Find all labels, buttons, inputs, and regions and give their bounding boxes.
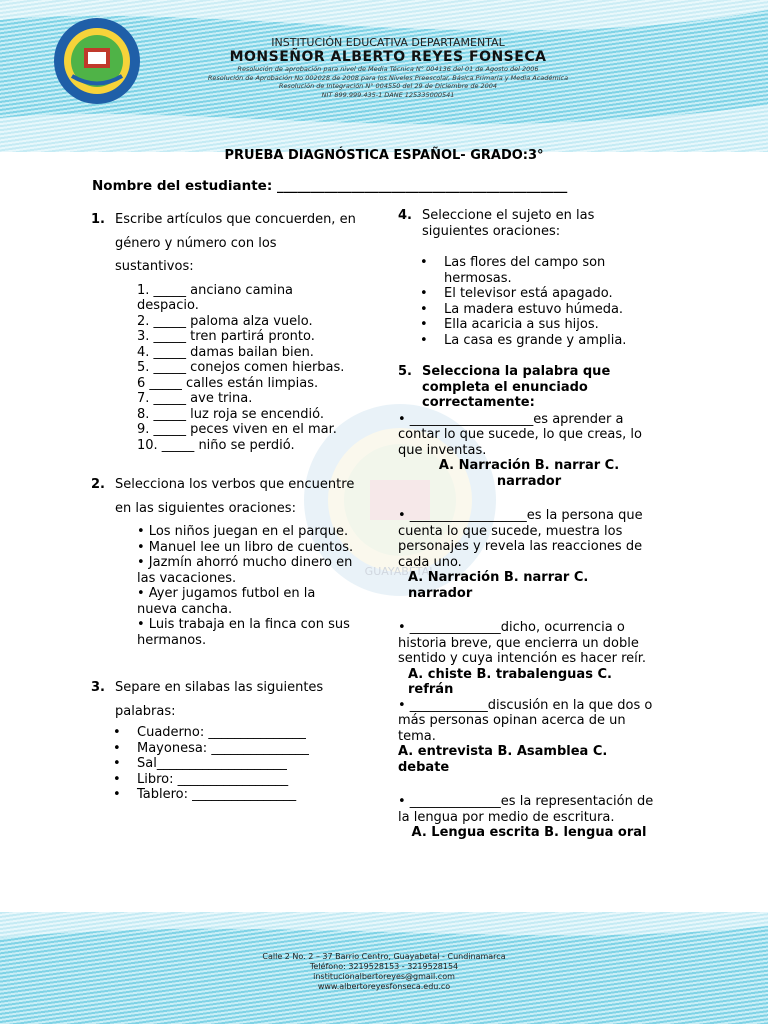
- list-item[interactable]: 5. _____ conejos comen hierbas.: [137, 360, 345, 375]
- list-item[interactable]: [420, 286, 660, 302]
- footer-address: Calle 2 No. 2 – 37 Barrio Centro, Guayabetal - Cundinamarca: [262, 952, 506, 961]
- page-title: PRUEBA DIAGNÓSTICA ESPAÑOL- GRADO:3°: [224, 148, 544, 163]
- question-1-text: Escribe artículos que concuerden, en género y número con los sustantivos:: [115, 212, 356, 274]
- question-1: [91, 208, 356, 279]
- bullet-icon: •: [420, 317, 428, 332]
- footer-website[interactable]: www.albertoreyesfonseca.edu.co: [317, 982, 451, 991]
- question-5-block-1: [398, 412, 660, 490]
- list-item[interactable]: • Manuel lee un libro de cuentos.: [137, 539, 354, 555]
- question-5-options-3[interactable]: A. chiste B. trabalenguas C. refrán: [408, 666, 612, 697]
- list-item[interactable]: • Los niños juegan en el parque.: [137, 524, 349, 539]
- student-name-field[interactable]: Nombre del estudiante: ___________________________________________: [92, 178, 568, 194]
- list-item[interactable]: 6 _____ calles están limpias.: [137, 375, 319, 391]
- question-4-items: [420, 255, 660, 348]
- bullet-icon: •: [113, 771, 121, 787]
- bullet-icon: •: [113, 725, 121, 740]
- footer-email[interactable]: institucionalbertoreyes@gmail.com: [313, 972, 455, 981]
- list-item[interactable]: 10. _____ niño se perdió.: [137, 437, 295, 453]
- question-5-block-5: [398, 794, 660, 841]
- institution-header: [168, 36, 608, 99]
- question-5: [398, 364, 660, 411]
- question-3-number: 3.: [91, 680, 105, 695]
- question-5-stem-3: • ______________dicho, ocurrencia o historia breve, que encierra un doble sentido y cuya intención es hacer reír.: [398, 620, 647, 666]
- question-5-block-3: [398, 620, 660, 698]
- list-item[interactable]: 2. _____ paloma alza vuelo.: [137, 313, 313, 329]
- list-item[interactable]: [113, 725, 356, 741]
- question-5-stem-1: • ___________________es aprender a contar lo que sucede, lo que creas, lo que inventas.: [398, 411, 642, 458]
- resolution-line-2: Resolución de Aprobación No 002028 de 2008 para los Niveles Preescolar, Básica Primaria y Media Académica: [207, 73, 569, 82]
- list-item-text: El televisor está apagado.: [444, 286, 613, 301]
- question-5-options-5[interactable]: A. Lengua escrita B. lengua oral: [411, 825, 647, 840]
- list-item[interactable]: [420, 255, 660, 286]
- list-item[interactable]: [420, 302, 660, 318]
- question-5-stem-5: • ______________es la representación de la lengua por medio de escritura.: [398, 794, 654, 825]
- question-2-text: Selecciona los verbos que encuentre en las siguientes oraciones:: [115, 477, 355, 516]
- school-name: MONSEÑOR ALBERTO REYES FONSECA: [229, 49, 547, 65]
- question-5-block-2: [398, 508, 660, 601]
- bullet-icon: •: [420, 255, 428, 270]
- question-3-text: Separe en silabas las siguientes palabras:: [115, 680, 324, 719]
- left-column: [91, 208, 356, 803]
- bullet-icon: •: [113, 740, 121, 756]
- list-item[interactable]: 7. _____ ave trina.: [137, 391, 253, 406]
- footer-contact: [0, 952, 768, 992]
- question-5-number: 5.: [398, 364, 412, 379]
- list-item[interactable]: 9. _____ peces viven en el mar.: [137, 422, 337, 437]
- list-item-text: La madera estuvo húmeda.: [444, 301, 624, 317]
- nit-line: NIT 899.999.435-1 DANE 125335000541: [321, 90, 455, 99]
- question-5-options-4[interactable]: A. entrevista B. Asamblea C. debate: [398, 744, 608, 775]
- question-5-options-2[interactable]: A. Narración B. narrar C. narrador: [408, 570, 589, 601]
- bullet-icon: •: [420, 301, 428, 317]
- list-item-text: Mayonesa: _______________: [137, 740, 309, 756]
- list-item[interactable]: [420, 333, 660, 349]
- list-item-text: Sal____________________: [137, 756, 287, 771]
- list-item[interactable]: 4. _____ damas bailan bien.: [137, 344, 314, 360]
- right-column: [398, 208, 660, 841]
- institution-line: INSTITUCIÓN EDUCATIVA DEPARTAMENTAL: [271, 36, 505, 49]
- bullet-icon: •: [420, 332, 428, 348]
- question-4-text: Seleccione el sujeto en las siguientes oraciones:: [422, 208, 595, 239]
- question-3-items: [113, 725, 356, 803]
- question-3: [91, 676, 356, 723]
- question-1-items: [137, 283, 356, 454]
- bullet-icon: •: [113, 787, 121, 802]
- list-item[interactable]: 3. _____ tren partirá pronto.: [137, 329, 315, 344]
- bullet-icon: •: [113, 756, 121, 771]
- resolution-line-1: Resolución de aprobación para nivel de Media Técnica N° 004136 del 01 de Agosto del 2006: [237, 65, 539, 73]
- list-item-text: Tablero: ________________: [137, 787, 297, 802]
- question-1-number: 1.: [91, 212, 105, 227]
- question-2: [91, 473, 356, 520]
- question-5-text: Selecciona la palabra que completa el enunciado correctamente:: [422, 364, 611, 410]
- list-item[interactable]: • Jazmín ahorró mucho dinero en las vacaciones.: [137, 555, 353, 586]
- list-item[interactable]: [113, 787, 356, 803]
- question-5-options-1[interactable]: A. Narración B. narrar C. narrador: [438, 458, 620, 489]
- watermark-text: GUAYABETAL: [364, 565, 436, 578]
- list-item-text: La casa es grande y amplia.: [444, 332, 627, 348]
- question-4-number: 4.: [398, 208, 412, 223]
- question-5-stem-4: • ____________discusión en la que dos o más personas opinan acerca de un tema.: [398, 697, 653, 744]
- list-item-text: Las flores del campo son hermosas.: [444, 255, 606, 286]
- question-2-items: [137, 524, 356, 648]
- question-5-block-4: [398, 698, 660, 776]
- list-item-text: Libro: _________________: [137, 771, 289, 787]
- list-item[interactable]: [113, 772, 356, 788]
- list-item-text: Cuaderno: _______________: [137, 725, 306, 740]
- list-item[interactable]: [113, 741, 356, 757]
- footer-phone: Teléfono: 3219528153 - 3219528154: [309, 962, 459, 971]
- list-item[interactable]: 1. _____ anciano camina despacio.: [137, 282, 294, 313]
- resolution-line-3: Resolución de Integración N° 004550 del 29 de Diciembre de 2004: [278, 82, 498, 90]
- bullet-icon: •: [420, 286, 428, 301]
- list-item[interactable]: • Ayer jugamos futbol en la nueva cancha.: [137, 586, 316, 617]
- school-logo: [52, 16, 142, 106]
- question-4: [398, 208, 660, 239]
- question-2-number: 2.: [91, 477, 105, 492]
- list-item[interactable]: • Luis trabaja en la finca con sus hermanos.: [137, 617, 350, 648]
- list-item[interactable]: [113, 756, 356, 772]
- question-5-stem-2: • __________________es la persona que cuenta lo que sucede, muestra los personajes y revela las reacciones de cada uno.: [398, 508, 643, 570]
- list-item[interactable]: [420, 317, 660, 333]
- list-item-text: Ella acaricia a sus hijos.: [444, 317, 599, 332]
- list-item[interactable]: 8. _____ luz roja se encendió.: [137, 406, 324, 422]
